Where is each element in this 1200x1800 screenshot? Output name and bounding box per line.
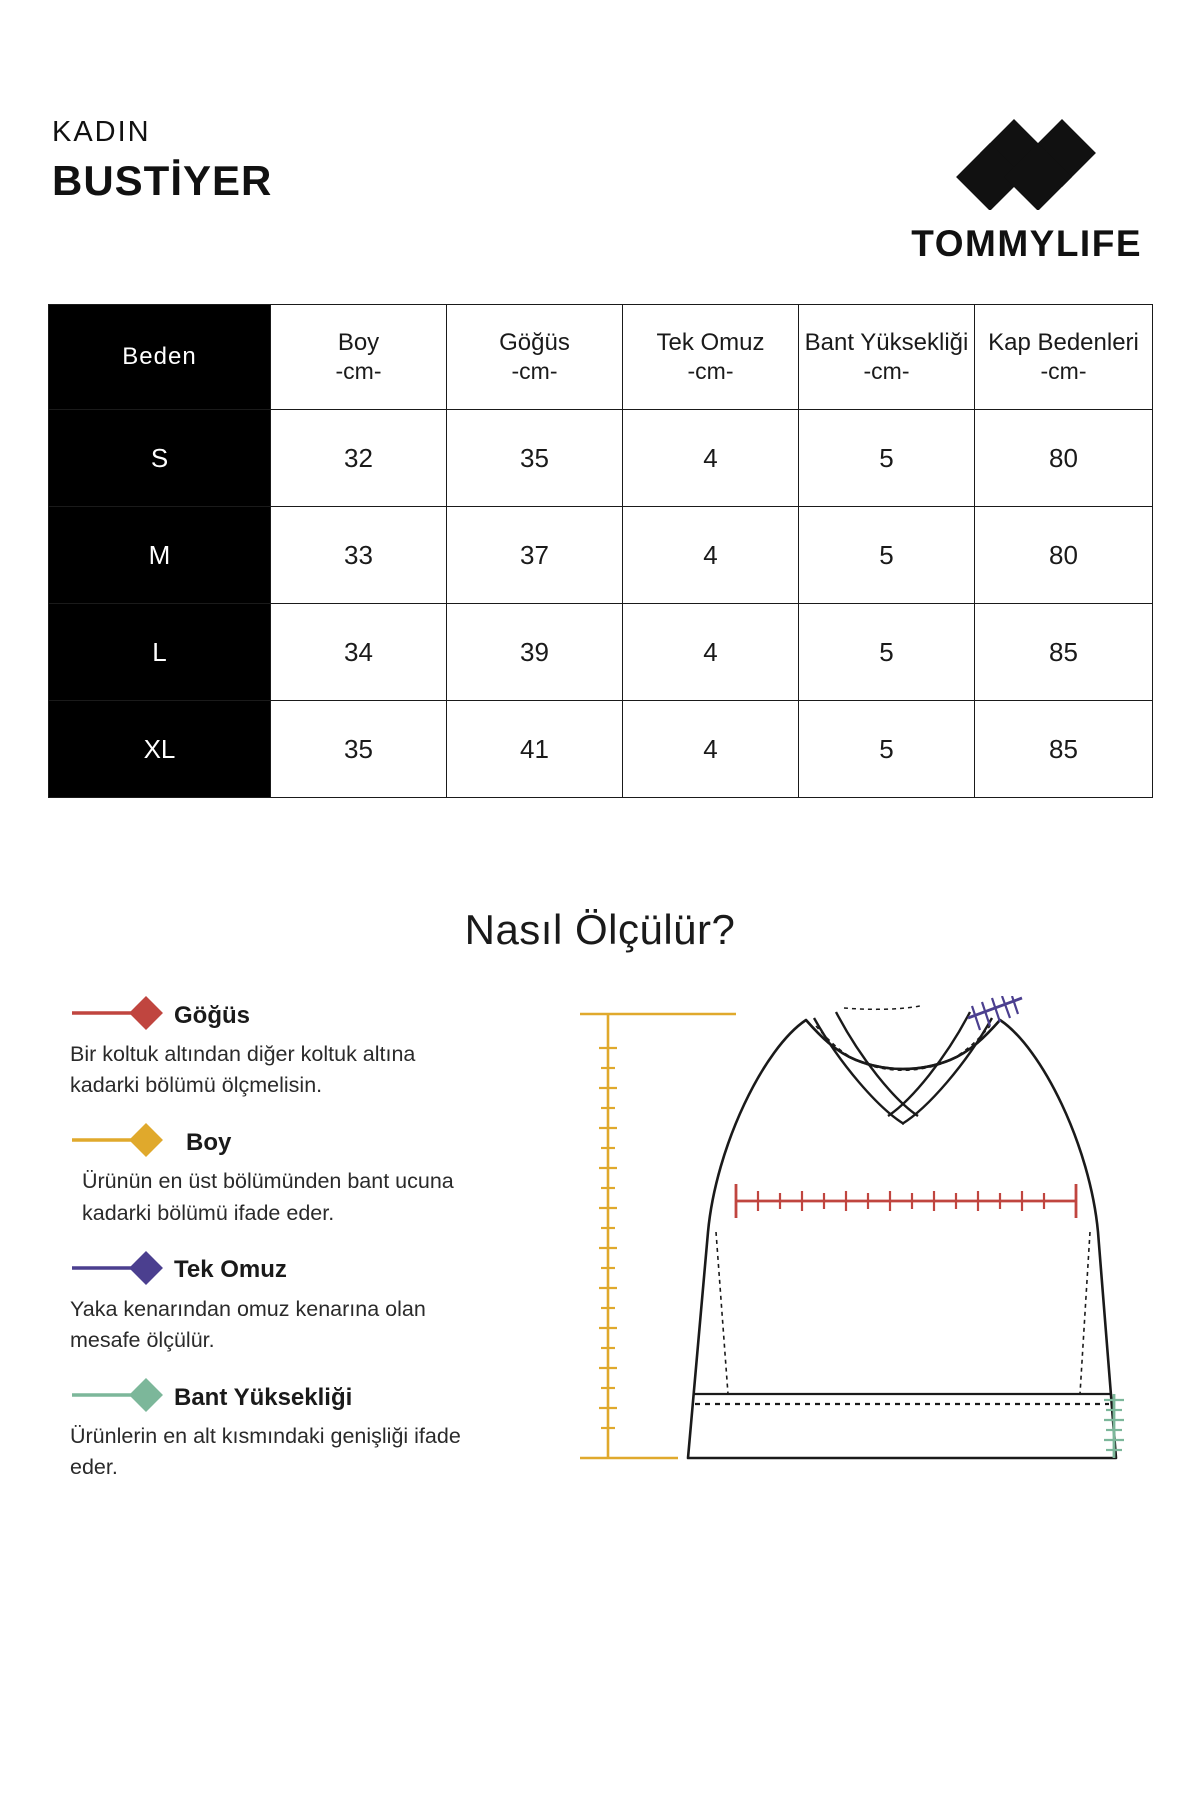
table-header-kap-bedenleri bbox=[975, 305, 1153, 410]
table-header-gogus-unit: -cm- bbox=[511, 357, 558, 384]
product-label: BUSTİYER bbox=[52, 157, 273, 204]
category-label: KADIN bbox=[52, 116, 151, 148]
table-cell-boy: 32 bbox=[271, 410, 447, 507]
measure-legend bbox=[48, 996, 568, 1505]
four-diamonds-logo-icon bbox=[911, 118, 1142, 215]
table-row bbox=[49, 701, 1153, 798]
table-cell-kap-bedenleri: 85 bbox=[975, 701, 1153, 798]
legend-item-gogus bbox=[70, 996, 568, 1101]
table-cell-gogus: 41 bbox=[447, 701, 623, 798]
page-title bbox=[48, 118, 272, 203]
table-header-row bbox=[49, 305, 1153, 410]
table-cell-bant-yuksekligi: 5 bbox=[799, 410, 975, 507]
table-header-kap-bedenleri-unit: -cm- bbox=[1040, 357, 1087, 384]
diamond-marker-icon bbox=[70, 1378, 166, 1417]
legend-desc-gogus: Bir koltuk altından diğer koltuk altına kadarki bölümü ölçmelisin. bbox=[70, 1042, 416, 1098]
diamond-marker-icon bbox=[70, 1123, 166, 1162]
table-cell-bant-yuksekligi: 5 bbox=[799, 701, 975, 798]
legend-label-tek-omuz: Tek Omuz bbox=[174, 1256, 287, 1284]
legend-item-boy bbox=[70, 1123, 568, 1228]
diamond-marker-icon bbox=[70, 1251, 166, 1290]
table-header-bant-yuksekligi-label: Bant Yüksekliği bbox=[804, 329, 969, 357]
sports-bra-technical-drawing bbox=[568, 996, 1152, 1505]
table-row bbox=[49, 507, 1153, 604]
table-cell-tek-omuz: 4 bbox=[623, 410, 799, 507]
how-to-measure-title: Nasıl Ölçülür? bbox=[464, 906, 736, 953]
table-cell-boy: 33 bbox=[271, 507, 447, 604]
size-chart-table bbox=[48, 304, 1153, 798]
table-header-beden bbox=[49, 305, 271, 410]
legend-label-boy: Boy bbox=[186, 1128, 232, 1156]
legend-item-bant-yuksekligi bbox=[70, 1378, 568, 1483]
table-cell-size: XL bbox=[49, 701, 271, 798]
table-cell-tek-omuz: 4 bbox=[623, 701, 799, 798]
legend-label-gogus: Göğüs bbox=[174, 1001, 250, 1029]
table-header-tek-omuz bbox=[623, 305, 799, 410]
table-cell-size: S bbox=[49, 410, 271, 507]
legend-item-tek-omuz bbox=[70, 1251, 568, 1356]
table-header-tek-omuz-label: Tek Omuz bbox=[656, 329, 765, 357]
table-cell-gogus: 35 bbox=[447, 410, 623, 507]
table-header-boy bbox=[271, 305, 447, 410]
table-cell-gogus: 39 bbox=[447, 604, 623, 701]
diamond-marker-icon bbox=[70, 996, 166, 1035]
table-cell-tek-omuz: 4 bbox=[623, 507, 799, 604]
how-to-measure-section bbox=[48, 996, 1152, 1505]
table-cell-kap-bedenleri: 80 bbox=[975, 410, 1153, 507]
table-cell-gogus: 37 bbox=[447, 507, 623, 604]
table-cell-bant-yuksekligi: 5 bbox=[799, 604, 975, 701]
table-header-boy-unit: -cm- bbox=[335, 357, 382, 384]
garment-outline bbox=[688, 1020, 1116, 1458]
table-cell-kap-bedenleri: 85 bbox=[975, 604, 1153, 701]
table-header-beden-label: Beden bbox=[122, 342, 197, 370]
table-cell-size: L bbox=[49, 604, 271, 701]
table-row bbox=[49, 410, 1153, 507]
table-cell-tek-omuz: 4 bbox=[623, 604, 799, 701]
page-header bbox=[48, 0, 1152, 262]
table-cell-size: M bbox=[49, 507, 271, 604]
legend-label-bant-yuksekligi: Bant Yüksekliği bbox=[174, 1383, 353, 1411]
table-header-tek-omuz-unit: -cm- bbox=[687, 357, 734, 384]
table-cell-boy: 35 bbox=[271, 701, 447, 798]
brand-name: TOMMYLIFE bbox=[911, 223, 1142, 264]
brand-block bbox=[911, 118, 1152, 262]
table-header-kap-bedenleri-label: Kap Bedenleri bbox=[988, 329, 1139, 357]
table-header-bant-yuksekligi-unit: -cm- bbox=[863, 357, 910, 384]
table-row bbox=[49, 604, 1153, 701]
table-header-boy-label: Boy bbox=[337, 329, 380, 357]
table-cell-boy: 34 bbox=[271, 604, 447, 701]
legend-desc-tek-omuz: Yaka kenarından omuz kenarına olan mesafe ölçülür. bbox=[70, 1296, 426, 1352]
table-cell-bant-yuksekligi: 5 bbox=[799, 507, 975, 604]
legend-desc-boy: Ürünün en üst bölümünden bant ucuna kadarki bölümü ifade eder. bbox=[82, 1169, 454, 1225]
legend-desc-bant-yuksekligi: Ürünlerin en alt kısmındaki genişliği ifade eder. bbox=[70, 1424, 461, 1480]
table-header-gogus bbox=[447, 305, 623, 410]
table-header-bant-yuksekligi bbox=[799, 305, 975, 410]
table-header-gogus-label: Göğüs bbox=[499, 329, 570, 357]
table-cell-kap-bedenleri: 80 bbox=[975, 507, 1153, 604]
